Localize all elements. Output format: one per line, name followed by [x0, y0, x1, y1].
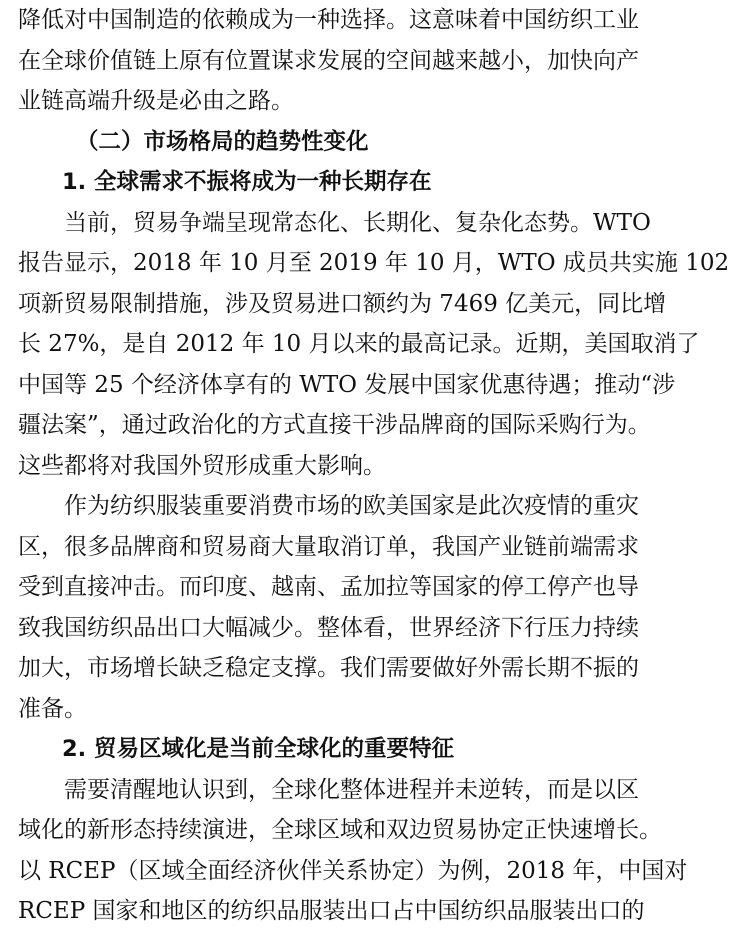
text-line: 在全球价值链上原有位置谋求发展的空间越来越小，加快向产: [18, 47, 639, 74]
text-line: 中国等 25 个经济体享有的 WTO 发展中国家优惠待遇；推动“涉: [18, 371, 676, 398]
text-line: 降低对中国制造的依赖成为一种选择。这意味着中国纺织工业: [18, 7, 639, 33]
text-line: 2. 贸易区域化是当前全球化的重要特征: [62, 736, 455, 762]
text-line: 业链高端升级是必由之路。: [18, 88, 294, 114]
text-line: 加大，市场增长缺乏稳定支撑。我们需要做好外需长期不振的: [18, 655, 639, 681]
text-line: 当前，贸易争端呈现常态化、长期化、复杂化态势。WTO: [64, 209, 651, 236]
text-line: 准备。: [18, 695, 87, 722]
text-line: 项新贸易限制措施，涉及贸易进口额约为 7469 亿美元，同比增: [18, 290, 667, 317]
section-heading: [18, 122, 622, 163]
text-line: 报告显示，2018 年 10 月至 2019 年 10 月，WTO 成员共实施 102: [18, 250, 729, 276]
text-line: 疆法案”，通过政治化的方式直接干涉品牌商的国际采购行为。: [18, 412, 651, 438]
section-heading: [18, 162, 622, 203]
text-line: RCEP 国家和地区的纺织品服装出口占中国纺织品服装出口的: [18, 898, 645, 924]
text-line: （二）市场格局的趋势性变化: [76, 128, 369, 155]
text-line: 这些都将对我国外贸形成重大影响。: [18, 452, 386, 479]
text-line: 区，很多品牌商和贸易商大量取消订单，我国产业链前端需求: [18, 533, 639, 560]
text-line: 长 27%，是自 2012 年 10 月以来的最高记录。近期，美国取消了: [18, 331, 700, 357]
text-line: 作为纺织服装重要消费市场的欧美国家是此次疫情的重灾: [64, 493, 639, 519]
paragraph: [18, 0, 639, 122]
paragraph: [18, 770, 688, 932]
text-line: 需要清醒地认识到，全球化整体进程并未逆转，而是以区: [64, 776, 639, 803]
text-line: 受到直接冲击。而印度、越南、孟加拉等国家的停工停产也导: [18, 574, 639, 600]
paragraph: [18, 486, 639, 729]
text-line: 域化的新形态持续演进，全球区域和双边贸易协定正快速增长。: [18, 817, 662, 843]
paragraph: [18, 203, 729, 487]
section-heading: [18, 729, 622, 770]
text-line: 以 RCEP（区域全面经济伙伴关系协定）为例，2018 年，中国对: [18, 857, 688, 884]
text-line: 致我国纺织品出口大幅减少。整体看，世界经济下行压力持续: [18, 614, 639, 641]
text-line: 1. 全球需求不振将成为一种长期存在: [62, 169, 432, 195]
